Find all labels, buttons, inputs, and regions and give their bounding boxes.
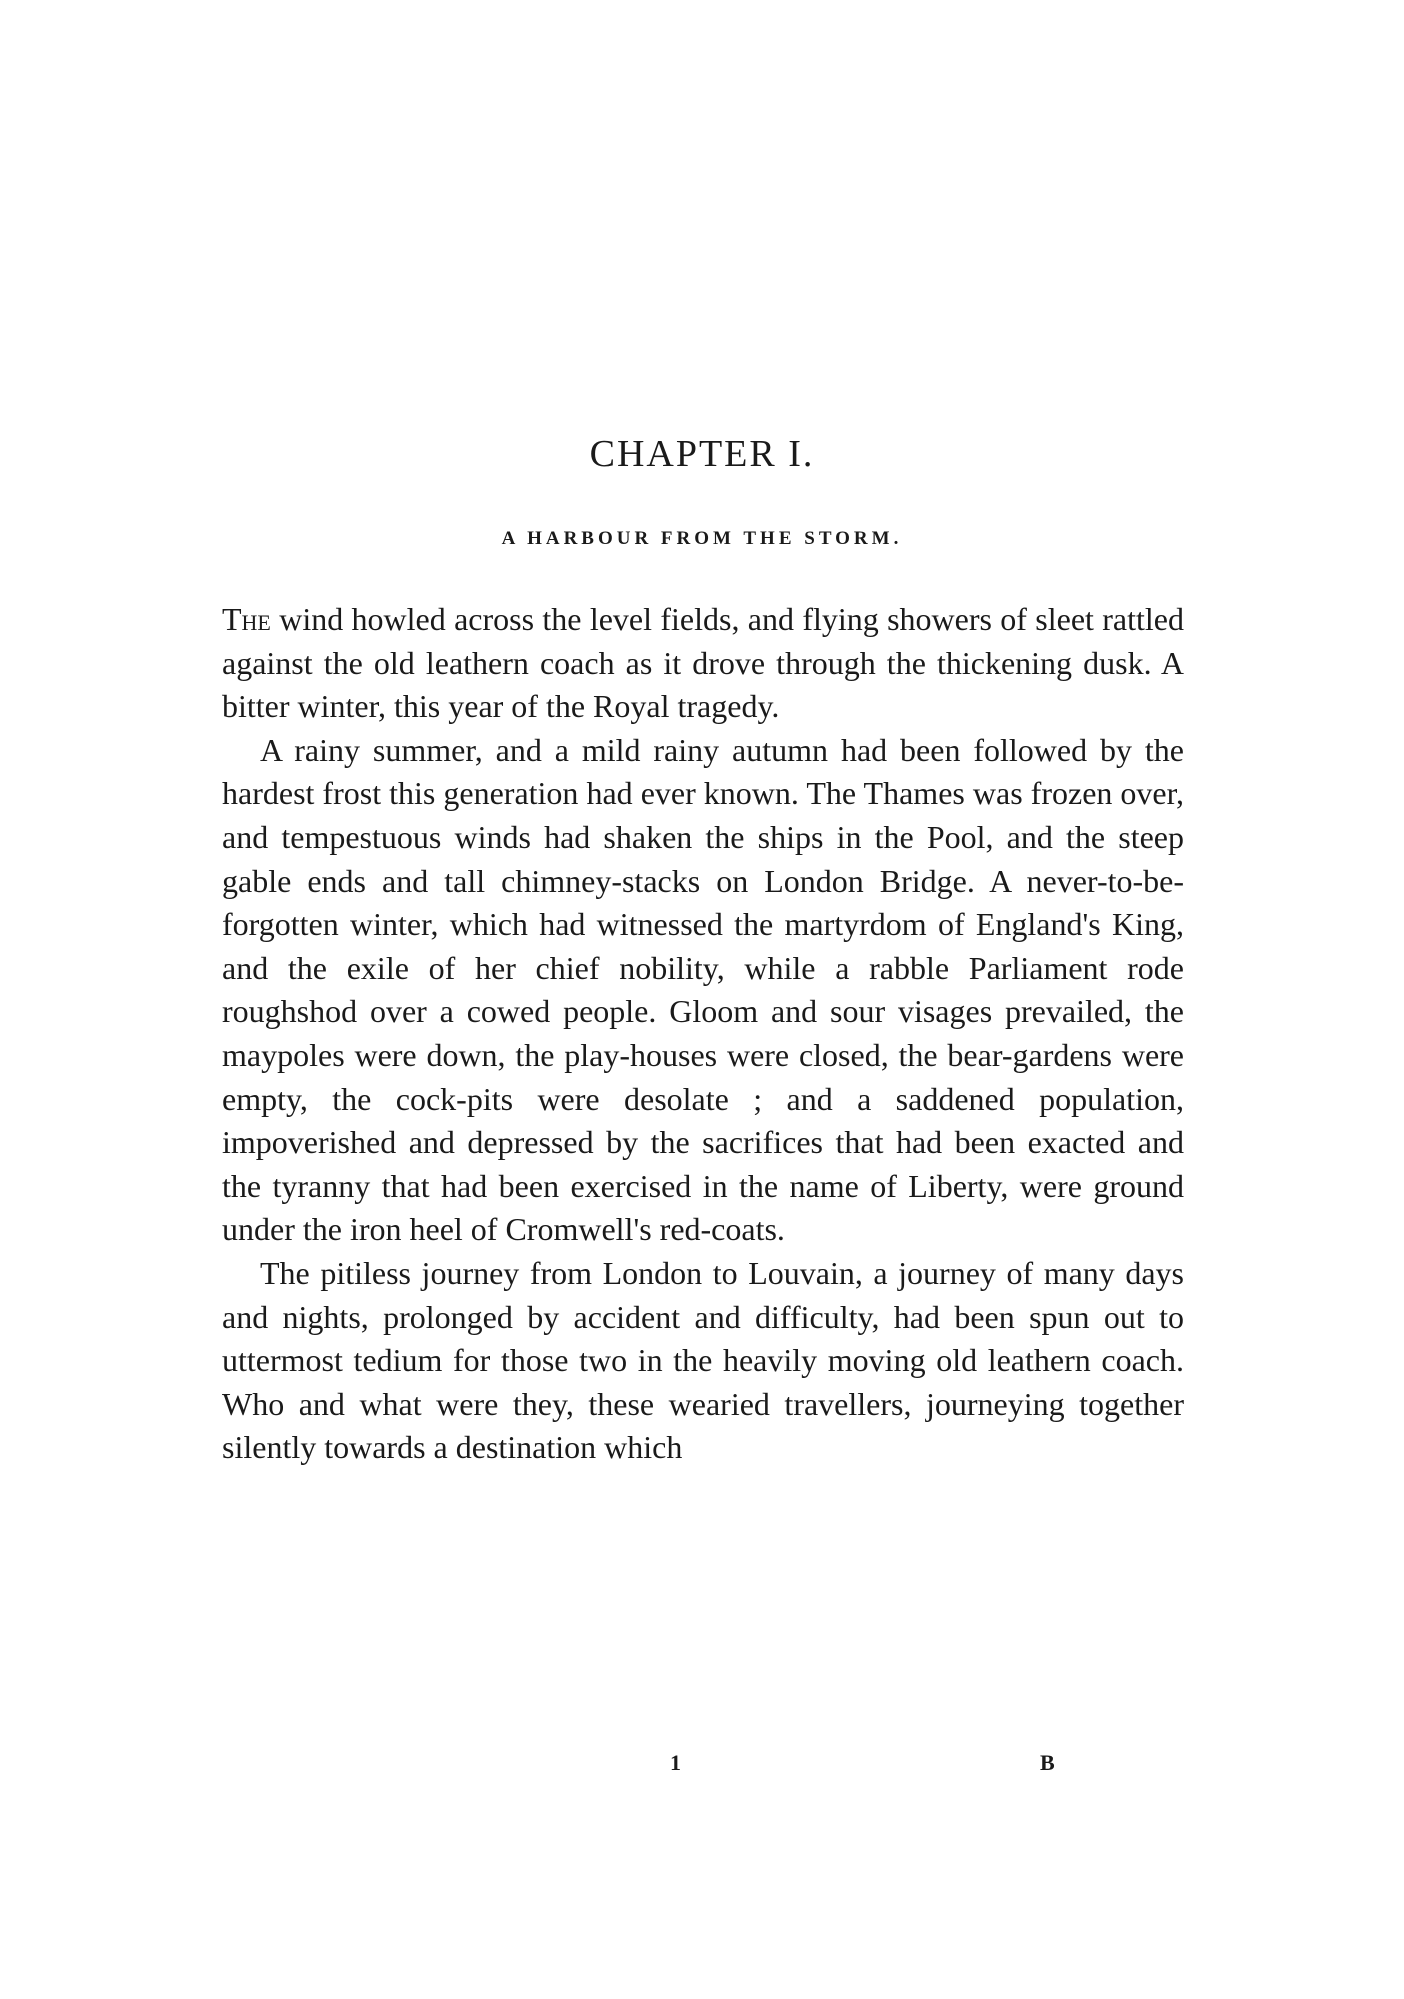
paragraph-1 (222, 598, 1184, 729)
chapter-heading: CHAPTER I. (589, 433, 815, 475)
paragraph-1-lead-word: The (222, 601, 271, 637)
chapter-body (222, 598, 1184, 1470)
paragraph-1-text: wind howled across the level fields, and flying showers of sleet rattled against the old leathern coach as it drove through the thickening dusk. A bitter winter, this year of the Royal tragedy. (222, 601, 1184, 725)
signature-mark: B (1040, 1750, 1055, 1775)
chapter-subtitle: A HARBOUR FROM THE STORM. (501, 528, 903, 549)
page-number: 1 (670, 1750, 681, 1775)
page-footer (0, 1750, 1404, 1780)
paragraph-3: The pitiless journey from London to Louvain, a journey of many days and nights, prolonged by accident and difficulty, had been spun out to uttermost tedium for those two in the heavily moving old leathern coach. Who and what were they, these wearied travellers, journeying together silently towards a destination which (222, 1254, 1184, 1466)
paragraph-2: A rainy summer, and a mild rainy autumn had been followed by the hardest frost this generation had ever known. The Thames was frozen over, and tempestuous winds had shaken the ships in the Pool, and the steep gable ends and tall chimney-stacks on London Bridge. A never-to-be-forgotten winter, which had witnessed the martyrdom of England's King, and the exile of her chief nobility, while a rabble Parliament rode roughshod over a cowed people. Gloom and sour visages prevailed, the maypoles were down, the play-houses were closed, the bear-gardens were empty, the cock-pits were desolate ; and a saddened population, impoverished and depressed by the sacrifices that had been exacted and the tyranny that had been exercised in the name of Liberty, were ground under the iron heel of Cromwell's red-coats. (222, 731, 1184, 1248)
